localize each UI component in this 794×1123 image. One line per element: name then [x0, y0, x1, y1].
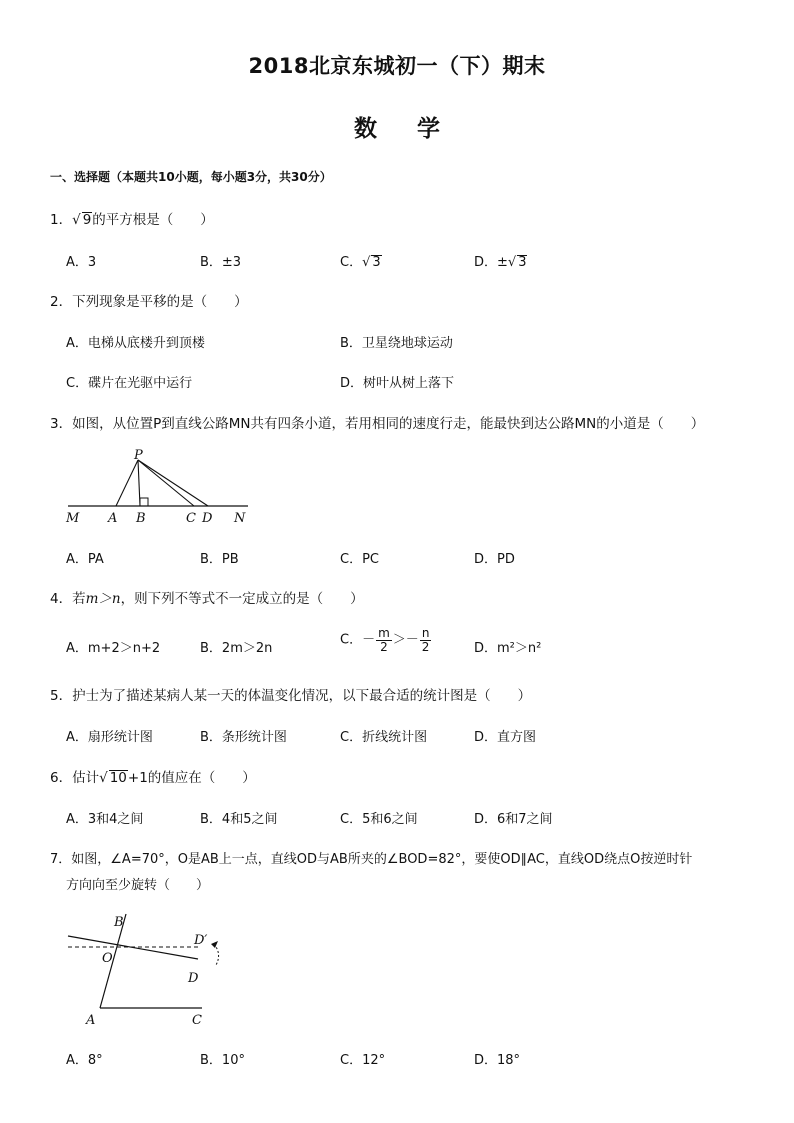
q3-option-b: B．PB: [200, 552, 239, 567]
label-o: O: [102, 951, 113, 966]
q4-option-c-prefix: C．－: [340, 632, 376, 648]
label-n: N: [234, 511, 246, 526]
q6-option-d: D．6和7之间: [474, 812, 553, 827]
question-3: 3．如图，从位置P到直线公路MN共有四条小道，若用相同的速度行走，能最快到达公路MN的小道是（ ）: [50, 416, 705, 432]
q1-text: 的平方根是（ ）: [92, 212, 214, 228]
q6-number: 6．估计: [50, 770, 100, 786]
question-2: 2．下列现象是平移的是（ ）: [50, 294, 248, 310]
q1-option-d: D．±√ 3: [474, 255, 527, 270]
q1-option-c: C．√ 3: [340, 255, 381, 270]
fraction-denominator: 2: [380, 639, 388, 654]
page-title: 2018北京东城初一（下）期末: [248, 54, 546, 78]
q4-fraction-m: [376, 627, 392, 653]
question-7-line-2: 方向向至少旋转（ ）: [66, 878, 210, 893]
q5-option-d: D．直方图: [474, 730, 537, 745]
q3-figure: [62, 445, 262, 530]
segment-pa: [116, 460, 138, 506]
question-1: [50, 208, 214, 228]
question-5: 5．护士为了描述某病人某一天的体温变化情况，以下最合适的统计图是（ ）: [50, 688, 532, 704]
q7-option-a: A．8°: [66, 1053, 103, 1068]
fraction-numerator: m: [378, 626, 390, 640]
q4-option-a: A．m+2＞n+2: [66, 641, 161, 656]
q3-option-c: C．PC: [340, 552, 379, 567]
arrow-head-icon: [211, 941, 218, 948]
q1-option-b: B．±3: [200, 255, 242, 270]
fraction-denominator: 2: [421, 639, 430, 654]
q7-option-b: B．10°: [200, 1053, 245, 1068]
q2-option-a: A．电梯从底楼升到顶楼: [66, 336, 205, 351]
q2-option-d: D．树叶从树上落下: [340, 376, 455, 391]
q6-option-c: C．5和6之间: [340, 812, 418, 827]
label-b: B: [114, 915, 124, 930]
label-d-prime: D′: [194, 933, 208, 948]
q7-option-c: C．12°: [340, 1053, 386, 1068]
q2-option-b: B．卫星绕地球运动: [340, 336, 453, 351]
sqrt-symbol: √: [72, 212, 81, 228]
q4-option-c-mid: ＞－: [392, 632, 419, 648]
label-d: D: [202, 511, 213, 526]
label-a: A: [86, 1013, 96, 1028]
label-b: B: [136, 511, 146, 526]
q1-option-a: A．3: [66, 255, 97, 270]
q3-option-d: D．PD: [474, 552, 515, 567]
subject-char-2: 学: [417, 116, 440, 142]
q7-option-d: D．18°: [474, 1053, 521, 1068]
q6-option-b: B．4和5之间: [200, 812, 278, 827]
q3-option-a: A．PA: [66, 552, 104, 567]
q1-number: 1．: [50, 212, 73, 228]
q4-fraction-n: [420, 627, 432, 653]
q1-option-d-radicand: 3: [518, 255, 527, 270]
q1-radicand: 9: [82, 212, 92, 228]
subject-char-1: 数: [354, 116, 377, 142]
q5-option-b: B．条形统计图: [200, 730, 287, 745]
q6-radicand: 10: [109, 770, 127, 786]
fraction-numerator: n: [420, 627, 432, 641]
q6-option-a: A．3和4之间: [66, 812, 144, 827]
label-c: C: [192, 1013, 202, 1028]
question-7-line-1: 7．如图，∠A=70°，O是AB上一点，直线OD与AB所夹的∠BOD=82°，要使OD∥AC，直线OD绕点O按逆时针: [50, 852, 693, 867]
q4-option-c: [340, 627, 432, 653]
question-4: [50, 587, 364, 607]
section-heading: 一、选择题（本题共10小题，每小题3分，共30分）: [50, 170, 332, 184]
label-d: D: [188, 971, 199, 986]
q4-option-b: B．2m＞2n: [200, 641, 273, 656]
q5-option-c: C．折线统计图: [340, 730, 428, 745]
question-6: 6．估计√ 10+1的值应在（ ）: [50, 770, 256, 786]
label-m: M: [66, 511, 80, 526]
subject-heading: [0, 110, 794, 143]
q6-text: +1的值应在（ ）: [127, 770, 256, 786]
q1-option-d-prefix: D．±: [474, 255, 508, 270]
label-c: C: [186, 511, 196, 526]
q5-option-a: A．扇形统计图: [66, 730, 153, 745]
q1-option-c-radicand: 3: [372, 255, 381, 270]
label-p: P: [134, 448, 143, 463]
q1-option-c-prefix: C．: [340, 255, 363, 270]
right-angle-mark: [140, 498, 148, 506]
q7-figure: [64, 910, 234, 1032]
q4-condition: m＞n: [85, 591, 121, 607]
q4-option-d: D．m²＞n²: [474, 641, 542, 656]
q2-option-c: C．碟片在光驱中运行: [66, 376, 193, 391]
q4-number: 4．若: [50, 591, 86, 607]
q4-text: ，则下列不等式不一定成立的是（ ）: [120, 591, 364, 607]
label-a: A: [108, 511, 118, 526]
segment-pc: [138, 460, 194, 506]
